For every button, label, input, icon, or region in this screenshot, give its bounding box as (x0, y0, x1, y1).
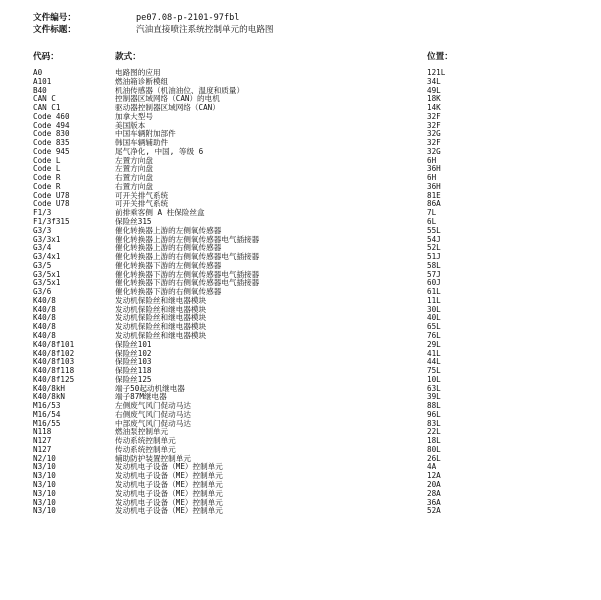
component-description: 催化转换器下游的右侧氧传感器 (115, 287, 222, 297)
component-description: 催化转换器上游的左侧氧传感器 (115, 225, 222, 235)
component-code: Code 494 (33, 120, 70, 130)
component-location: 65L (427, 322, 441, 332)
component-description: 发动机保险丝和继电器模块 (115, 313, 207, 323)
component-code: K40/8 (33, 295, 56, 305)
component-code: G3/3x1 (33, 234, 61, 244)
component-code: K40/8f125 (33, 374, 75, 384)
component-location: 32F (427, 111, 441, 121)
component-location: 83L (427, 418, 441, 428)
table-row (0, 227, 601, 236)
component-code: Code U78 (33, 190, 70, 200)
component-code: F1/3 (33, 208, 52, 218)
component-location: 39L (427, 392, 441, 402)
table-row (0, 393, 601, 402)
component-description: 催化转换器上游的左侧氧传感器电气插接器 (115, 234, 260, 244)
table-row (0, 87, 601, 96)
table-row (0, 490, 601, 499)
component-code: Code R (33, 173, 61, 183)
component-description: 发动机电子设备（ME）控制单元 (115, 506, 223, 516)
table-row (0, 314, 601, 323)
component-location: 12A (427, 471, 441, 481)
table-row (0, 279, 601, 288)
component-location: 88L (427, 401, 441, 411)
component-description: 端子87M继电器 (115, 392, 167, 402)
table-row (0, 104, 601, 113)
component-code: CAN C (33, 94, 56, 104)
component-description: 传动系统控制单元 (115, 444, 176, 454)
component-location: 14K (427, 103, 441, 113)
component-description: 发动机电子设备（ME）控制单元 (115, 488, 223, 498)
component-location: 20A (427, 479, 441, 489)
component-code: K40/8 (33, 313, 56, 323)
table-row (0, 341, 601, 350)
component-code: G3/5 (33, 260, 52, 270)
component-description: 传动系统控制单元 (115, 436, 176, 446)
file-title-value: 汽油直接喷注系统控制单元的电路图 (136, 25, 274, 35)
component-code: G3/3 (33, 225, 52, 235)
table-row (0, 385, 601, 394)
component-description: 前排乘客侧 A 柱保险丝盒 (115, 208, 205, 218)
table-row (0, 139, 601, 148)
component-code: Code 945 (33, 146, 70, 156)
table-row (0, 165, 601, 174)
component-location: 86A (427, 199, 441, 209)
component-location: 18L (427, 436, 441, 446)
table-row (0, 157, 601, 166)
component-code: G3/6 (33, 287, 52, 297)
component-code: K40/8f102 (33, 348, 75, 358)
table-row (0, 288, 601, 297)
component-location: 18K (427, 94, 441, 104)
component-location: 81E (427, 190, 441, 200)
table-row (0, 297, 601, 306)
table-row (0, 323, 601, 332)
component-location: 6L (427, 217, 437, 227)
table-row (0, 455, 601, 464)
component-location: 52L (427, 243, 441, 253)
component-code: M16/54 (33, 409, 61, 419)
component-description: 保险丝315 (115, 217, 152, 227)
table-row (0, 420, 601, 429)
component-location: 75L (427, 366, 441, 376)
component-code: Code 830 (33, 129, 70, 139)
component-location: 54J (427, 234, 441, 244)
component-code: N3/10 (33, 506, 56, 516)
component-location: 49L (427, 85, 441, 95)
table-row (0, 376, 601, 385)
component-code: K40/8f118 (33, 366, 75, 376)
component-location: 36H (427, 164, 441, 174)
component-location: 32G (427, 129, 441, 139)
component-code: K40/8 (33, 330, 56, 340)
component-location: 32F (427, 120, 441, 130)
component-description: 可开关排气系统 (115, 190, 169, 200)
component-code: Code R (33, 181, 61, 191)
table-row (0, 463, 601, 472)
component-description: 发动机保险丝和继电器模块 (115, 322, 207, 332)
table-row (0, 236, 601, 245)
component-code: N3/10 (33, 479, 56, 489)
table-row (0, 428, 601, 437)
table-row (0, 507, 601, 516)
component-description: 发动机电子设备（ME）控制单元 (115, 471, 223, 481)
component-code: Code 460 (33, 111, 70, 121)
component-code: K40/8 (33, 322, 56, 332)
component-code: Code U78 (33, 199, 70, 209)
component-location: 61L (427, 287, 441, 297)
component-location: 4A (427, 462, 437, 472)
file-number-value: pe07.08-p-2101-97fbl (136, 13, 240, 23)
component-code: A0 (33, 68, 43, 77)
component-code: N2/10 (33, 453, 56, 463)
table-row (0, 358, 601, 367)
component-location: 41L (427, 348, 441, 358)
component-code: G3/4x1 (33, 252, 61, 262)
component-location: 30L (427, 304, 441, 314)
component-description: 催化转换器下游的左侧氧传感器电气插接器 (115, 269, 260, 279)
table-row (0, 192, 601, 201)
component-description: 保险丝103 (115, 357, 152, 367)
component-location: 28A (427, 488, 441, 498)
component-location: 40L (427, 313, 441, 323)
component-location: 121L (427, 68, 446, 77)
component-location: 51J (427, 252, 441, 262)
component-description: 中部废气风门促动马达 (115, 418, 191, 428)
component-location: 44L (427, 357, 441, 367)
component-description: 保险丝118 (115, 366, 152, 376)
component-code: N3/10 (33, 488, 56, 498)
component-description: 发动机保险丝和继电器模块 (115, 304, 207, 314)
table-row (0, 472, 601, 481)
component-location: 55L (427, 225, 441, 235)
component-description: 驱动器控制器区域网络（CAN） (115, 103, 220, 113)
component-description: 电路图的应用 (115, 68, 161, 77)
component-description: 控制器区域网络（CAN）的电机 (115, 94, 220, 104)
component-location: 29L (427, 339, 441, 349)
component-description: 发动机电子设备（ME）控制单元 (115, 497, 223, 507)
file-number-label: 文件编号： (33, 13, 76, 23)
table-row (0, 78, 601, 87)
component-table (0, 69, 601, 516)
component-code: CAN C1 (33, 103, 61, 113)
component-description: 右侧废气风门促动马达 (115, 409, 191, 419)
table-row (0, 332, 601, 341)
component-description: 左置方向盘 (115, 155, 153, 165)
table-row (0, 183, 601, 192)
component-code: N118 (33, 427, 52, 437)
component-description: 左侧废气风门促动马达 (115, 401, 191, 411)
table-row (0, 95, 601, 104)
component-code: K40/8 (33, 304, 56, 314)
column-header-location: 位置： (427, 52, 453, 62)
component-code: K40/8kH (33, 383, 66, 393)
component-description: 燃油泵控制单元 (115, 427, 169, 437)
component-code: G3/5x1 (33, 278, 61, 288)
component-description: 右置方向盘 (115, 181, 153, 191)
table-row (0, 253, 601, 262)
component-location: 6H (427, 155, 437, 165)
component-location: 10L (427, 374, 441, 384)
component-description: 发动机电子设备（ME）控制单元 (115, 462, 223, 472)
table-row (0, 446, 601, 455)
component-description: 中国车辆附加部件 (115, 129, 176, 139)
component-code: K40/8kN (33, 392, 66, 402)
component-description: 发动机保险丝和继电器模块 (115, 295, 207, 305)
component-code: K40/8f101 (33, 339, 75, 349)
component-description: 机油传感器（机油油位、温度和质量） (115, 85, 245, 95)
component-description: 端子50起动机继电器 (115, 383, 185, 393)
component-location: 52A (427, 506, 441, 516)
table-row (0, 306, 601, 315)
table-row (0, 411, 601, 420)
table-row (0, 367, 601, 376)
component-location: 7L (427, 208, 437, 218)
component-location: 76L (427, 330, 441, 340)
component-description: 发动机保险丝和继电器模块 (115, 330, 207, 340)
component-location: 32F (427, 138, 441, 148)
component-location: 6H (427, 173, 437, 183)
component-code: N3/10 (33, 462, 56, 472)
component-code: G3/5x1 (33, 269, 61, 279)
component-code: M16/55 (33, 418, 61, 428)
component-code: N3/10 (33, 497, 56, 507)
component-location: 36A (427, 497, 441, 507)
component-description: 美国版本 (115, 120, 146, 130)
component-location: 60J (427, 278, 441, 288)
column-header-code: 代码： (33, 52, 59, 62)
component-description: 催化转换器下游的左侧氧传感器 (115, 260, 222, 270)
table-row (0, 130, 601, 139)
table-row (0, 402, 601, 411)
component-description: 可开关排气系统 (115, 199, 169, 209)
table-row (0, 174, 601, 183)
component-description: 保险丝125 (115, 374, 152, 384)
component-code: N127 (33, 444, 52, 454)
component-description: 左置方向盘 (115, 164, 153, 174)
component-code: B40 (33, 85, 47, 95)
component-description: 尾气净化, 中国, 等级 6 (115, 146, 204, 156)
component-description: 加拿大型号 (115, 111, 153, 121)
component-code: M16/53 (33, 401, 61, 411)
component-location: 63L (427, 383, 441, 393)
table-row (0, 481, 601, 490)
table-row (0, 350, 601, 359)
component-location: 34L (427, 76, 441, 86)
table-row (0, 122, 601, 131)
component-code: A101 (33, 76, 52, 86)
component-code: N3/10 (33, 471, 56, 481)
table-row (0, 148, 601, 157)
component-location: 36H (427, 181, 441, 191)
file-title-label: 文件标题： (33, 25, 76, 35)
component-code: Code L (33, 155, 61, 165)
table-row (0, 113, 601, 122)
component-location: 57J (427, 269, 441, 279)
component-description: 燃油箱诊断模组 (115, 76, 169, 86)
component-description: 右置方向盘 (115, 173, 153, 183)
component-description: 催化转换器下游的右侧氧传感器电气插接器 (115, 278, 260, 288)
component-code: Code L (33, 164, 61, 174)
table-row (0, 499, 601, 508)
component-description: 发动机电子设备（ME）控制单元 (115, 479, 223, 489)
table-row (0, 437, 601, 446)
component-location: 32G (427, 146, 441, 156)
component-location: 58L (427, 260, 441, 270)
table-row (0, 209, 601, 218)
component-description: 保险丝101 (115, 339, 152, 349)
component-description: 辅助防护装置控制单元 (115, 453, 191, 463)
column-header-description: 款式： (115, 52, 141, 62)
table-row (0, 218, 601, 227)
component-location: 22L (427, 427, 441, 437)
component-code: G3/4 (33, 243, 52, 253)
component-code: K40/8f103 (33, 357, 75, 367)
component-location: 26L (427, 453, 441, 463)
component-location: 80L (427, 444, 441, 454)
table-row (0, 244, 601, 253)
table-row (0, 262, 601, 271)
component-description: 催化转换器上游的右侧氧传感器 (115, 243, 222, 253)
component-description: 催化转换器上游的右侧氧传感器电气插接器 (115, 252, 260, 262)
table-row (0, 271, 601, 280)
component-code: Code 835 (33, 138, 70, 148)
component-code: N127 (33, 436, 52, 446)
component-location: 11L (427, 295, 441, 305)
table-row (0, 200, 601, 209)
component-description: 保险丝102 (115, 348, 152, 358)
component-code: F1/3f315 (33, 217, 70, 227)
component-description: 韩国车辆辅助件 (115, 138, 169, 148)
table-row (0, 69, 601, 78)
component-location: 96L (427, 409, 441, 419)
